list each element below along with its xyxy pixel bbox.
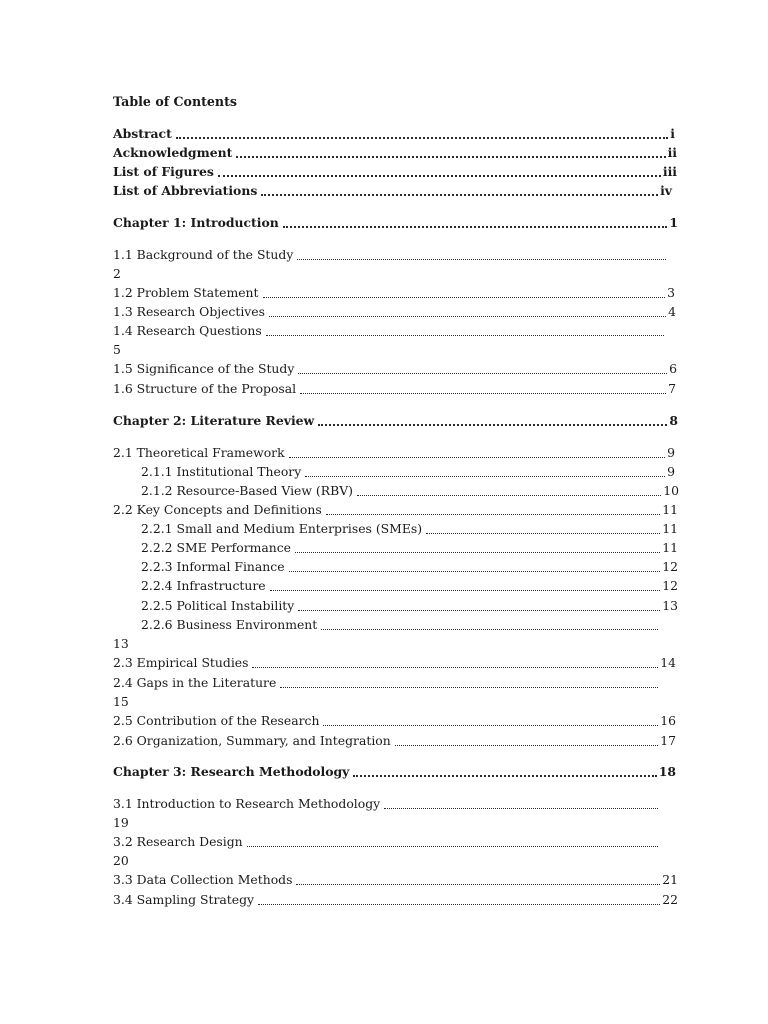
toc-entry-label: 2.2.4 Infrastructure	[141, 578, 266, 593]
toc-entry[interactable]	[141, 463, 675, 481]
toc-entry-abstract[interactable]	[113, 125, 675, 143]
toc-entry-label: 2.5 Contribution of the Research	[113, 713, 320, 728]
dot-leader	[318, 412, 667, 430]
toc-entry[interactable]	[113, 891, 678, 909]
dot-leader	[269, 303, 666, 321]
dot-leader	[323, 712, 658, 730]
toc-entry-label: 2.2.2 SME Performance	[141, 540, 292, 555]
toc-entry[interactable]	[113, 322, 666, 340]
toc-entry[interactable]	[113, 444, 675, 462]
toc-chapter-page: 1	[669, 215, 678, 230]
toc-chapter-label: Chapter 1: Introduction	[113, 215, 279, 230]
toc-entry[interactable]	[113, 303, 676, 321]
toc-entry-label: 2.4 Gaps in the Literature	[113, 675, 277, 690]
toc-entry-page: 17	[660, 733, 676, 748]
toc-entry[interactable]	[141, 597, 678, 615]
dot-leader	[357, 482, 661, 500]
toc-entry-page: 19	[113, 815, 129, 830]
toc-entry-label: 3.4 Sampling Strategy	[113, 892, 254, 907]
toc-entry-page: 11	[662, 540, 678, 555]
toc-entry-page: 15	[113, 694, 129, 709]
toc-entry[interactable]	[113, 833, 660, 851]
toc-entry[interactable]	[113, 380, 676, 398]
dot-leader	[353, 763, 656, 781]
toc-entry-label: 3.3 Data Collection Methods	[113, 872, 293, 887]
toc-entry-page: 22	[662, 892, 678, 907]
dot-leader	[218, 163, 661, 181]
dot-leader	[300, 380, 666, 398]
toc-entry-label: 2.1.1 Institutional Theory	[141, 464, 302, 479]
toc-chapter-2[interactable]	[113, 412, 678, 430]
toc-entry-page: ii	[667, 145, 677, 160]
toc-entry-acknowledgment[interactable]	[113, 144, 677, 162]
toc-entry-list-of-abbreviations[interactable]	[113, 182, 672, 200]
toc-entry-page: 10	[663, 483, 679, 498]
dot-leader	[176, 125, 668, 143]
toc-entry-list-of-figures[interactable]	[113, 163, 677, 181]
toc-entry-page: 9	[667, 445, 675, 460]
toc-entry-page: 21	[662, 872, 678, 887]
toc-entry[interactable]	[113, 284, 675, 302]
toc-entry-label: 2.3 Empirical Studies	[113, 655, 249, 670]
toc-title: Table of Contents	[113, 94, 237, 109]
toc-entry[interactable]	[141, 482, 679, 500]
toc-entry-page: 9	[667, 464, 675, 479]
toc-entry-page: 5	[113, 342, 121, 357]
dot-leader	[252, 654, 658, 672]
toc-entry-label: 2.2.6 Business Environment	[141, 617, 318, 632]
toc-entry-page: i	[670, 126, 675, 141]
toc-entry-label: 3.2 Research Design	[113, 834, 243, 849]
dot-leader	[236, 144, 665, 162]
toc-entry-page: 13	[662, 598, 678, 613]
dot-leader	[395, 732, 659, 750]
toc-entry-page: 12	[662, 559, 678, 574]
toc-entry-page: 6	[669, 361, 677, 376]
toc-entry-label: 2.1 Theoretical Framework	[113, 445, 285, 460]
toc-entry[interactable]	[141, 616, 660, 634]
toc-entry-page: 13	[113, 636, 129, 651]
dot-leader	[295, 539, 660, 557]
toc-entry[interactable]	[113, 246, 668, 264]
toc-entry-page: iii	[662, 164, 677, 179]
toc-entry-label: 2.2.5 Political Instability	[141, 598, 295, 613]
toc-entry[interactable]	[113, 712, 676, 730]
toc-chapter-1[interactable]	[113, 214, 678, 232]
dot-leader	[384, 795, 658, 813]
toc-chapter-label: Chapter 2: Literature Review	[113, 413, 315, 428]
toc-entry-label: 2.6 Organization, Summary, and Integration	[113, 733, 391, 748]
dot-leader	[305, 463, 665, 481]
toc-entry-page: 7	[668, 381, 676, 396]
toc-entry[interactable]	[113, 795, 660, 813]
toc-entry-label: 1.4 Research Questions	[113, 323, 262, 338]
toc-entry-page: 3	[667, 285, 675, 300]
toc-entry-label: Acknowledgment	[113, 145, 233, 160]
toc-entry-page: iv	[660, 183, 672, 198]
dot-leader	[266, 322, 664, 340]
toc-entry[interactable]	[113, 360, 677, 378]
toc-entry[interactable]	[141, 520, 678, 538]
dot-leader	[247, 833, 658, 851]
toc-entry-label: 1.6 Structure of the Proposal	[113, 381, 297, 396]
dot-leader	[326, 501, 661, 519]
toc-entry-label: Abstract	[113, 126, 172, 141]
toc-entry-label: 3.1 Introduction to Research Methodology	[113, 796, 381, 811]
dot-leader	[263, 284, 666, 302]
dot-leader	[298, 360, 667, 378]
dot-leader	[280, 674, 658, 692]
dot-leader	[321, 616, 658, 634]
toc-entry-label: 2.2 Key Concepts and Definitions	[113, 502, 322, 517]
toc-entry-label: 1.5 Significance of the Study	[113, 361, 295, 376]
toc-entry-label: List of Figures	[113, 164, 214, 179]
toc-entry[interactable]	[141, 539, 678, 557]
dot-leader	[298, 597, 660, 615]
toc-entry-label: 2.2.3 Informal Finance	[141, 559, 285, 574]
dot-leader	[296, 871, 660, 889]
toc-entry-label: 2.1.2 Resource-Based View (RBV)	[141, 483, 353, 498]
toc-entry-label: 1.3 Research Objectives	[113, 304, 266, 319]
dot-leader	[258, 891, 660, 909]
toc-entry[interactable]	[113, 732, 676, 750]
dot-leader	[261, 182, 658, 200]
toc-chapter-page: 18	[658, 764, 676, 779]
toc-entry-label: 1.2 Problem Statement	[113, 285, 259, 300]
toc-entry[interactable]	[141, 577, 678, 595]
toc-entry-page: 20	[113, 853, 129, 868]
toc-entry-page: 11	[662, 502, 678, 517]
toc-entry-label: 2.2.1 Small and Medium Enterprises (SMEs)	[141, 521, 423, 536]
toc-entry[interactable]	[141, 558, 678, 576]
dot-leader	[426, 520, 660, 538]
toc-entry[interactable]	[113, 501, 678, 519]
toc-entry-page: 2	[113, 266, 121, 281]
dot-leader	[289, 444, 666, 462]
dot-leader	[270, 577, 661, 595]
toc-entry-page: 4	[668, 304, 676, 319]
toc-entry[interactable]	[113, 674, 660, 692]
dot-leader	[283, 214, 668, 232]
toc-entry[interactable]	[113, 654, 676, 672]
toc-entry-page: 12	[662, 578, 678, 593]
toc-chapter-page: 8	[669, 413, 678, 428]
toc-entry[interactable]	[113, 871, 678, 889]
dot-leader	[297, 246, 666, 264]
toc-entry-label: List of Abbreviations	[113, 183, 258, 198]
toc-entry-label: 1.1 Background of the Study	[113, 247, 294, 262]
toc-entry-page: 11	[662, 521, 678, 536]
dot-leader	[289, 558, 661, 576]
toc-chapter-3[interactable]	[113, 763, 676, 781]
toc-entry-page: 14	[660, 655, 676, 670]
toc-chapter-label: Chapter 3: Research Methodology	[113, 764, 350, 779]
toc-entry-page: 16	[660, 713, 676, 728]
